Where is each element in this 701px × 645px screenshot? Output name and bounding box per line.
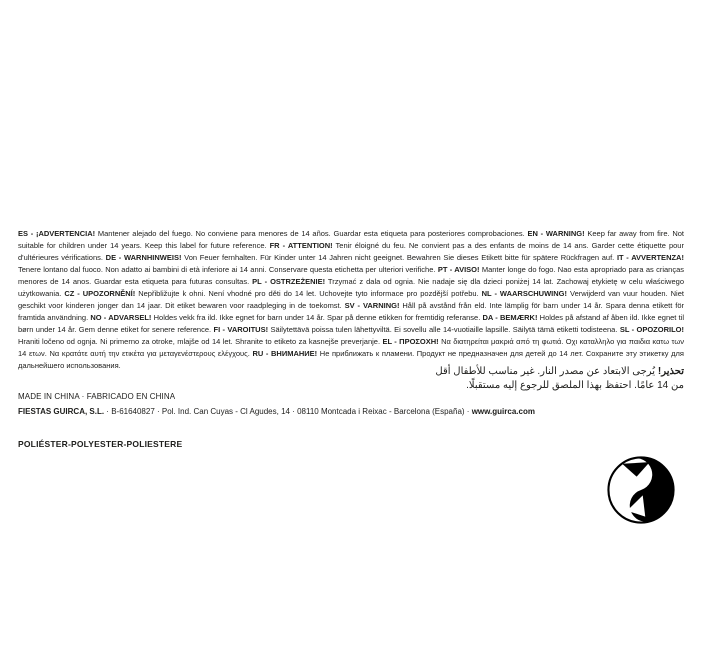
material-composition-line: POLIÉSTER-POLYESTER-POLIESTERE bbox=[18, 438, 183, 449]
warning-lang-label: RU - ВНИМАНИЕ! bbox=[252, 348, 318, 358]
warning-lang-label: ES - ¡ADVERTENCIA! bbox=[18, 228, 96, 238]
manufacturer-address: · B-61640827 · Pol. Ind. Can Cuyas - Cl Agudes, 14 · 08110 Montcada i Reixac - Barcelona (España) · bbox=[104, 407, 472, 416]
warning-lang-label: PL - OSTRZEŻENIE! bbox=[252, 276, 326, 286]
warning-lang-label: DE - WARNHINWEIS! bbox=[105, 252, 182, 262]
manufacturer-line bbox=[18, 407, 535, 417]
warning-lang-label: FI - VAROITUS! bbox=[213, 324, 269, 334]
warning-lang-label: SV - VARNING! bbox=[344, 300, 400, 310]
warning-lang-label: NO - ADVARSEL! bbox=[90, 312, 152, 322]
warning-lang-label: DA - BEMÆRK! bbox=[482, 312, 538, 322]
manufacturer-website: www.guirca.com bbox=[471, 407, 535, 416]
made-in-china-line: MADE IN CHINA · FABRICADO EN CHINA bbox=[18, 392, 176, 401]
arabic-warning-label: تحذير! bbox=[657, 366, 684, 377]
multilingual-warning-paragraph: ES - ¡ADVERTENCIA! Mantener alejado del fuego. No conviene para menores de 14 años. Guardar esta etiqueta para posteriores comprobaciones. EN - WARNING! Keep far away from fire. Not suitable for children under 14 years. Keep this label for future reference. FR - ATTENTION! Tenir éloigné du feu. Ne convient pas a des enfants de moins de 14 ans. Garder cette étiquette pour d'ultérieures vérifications. DE - WARNHINWEIS! Von Feuer fernhalten. Für Kinder unter 14 Jahren nicht geeignet. Bewahren Sie dieses Etikett bitte für spätere Rückfragen auf. IT - AVVERTENZA! Tenere lontano dal fuoco. Non adatto ai bambini di età inferiore ai 14 anni. Conservare questa etichetta per ulteriori verifiche. PT - AVISO! Manter longe do fogo. Nao esta apropriado para as crianças menores de 14 anos. Guardar esta etiqueta para futuras consultas. PL - OSTRZEŻENIE! Trzymać z dala od ognia. Nie nadaje się dla dzieci poniżej 14 lat. Zachowaj etykietę w celu właściwego użytkowania. CZ - UPOZORNĚNÍ! Nepřibližujte k ohni. Není vhodné pro děti do 14 let. Uchovejte tyto informace pro pozdější potřebu. NL - WAARSCHUWING! Verwijderd van vuur houden. Niet geschikt voor kinderen jonger dan 14 jaar. Dit etiket bewaren voor raadpleging in de toekomst. SV - VARNING! Håll på avstånd från eld. Inte lämplig för barn under 14 år. Spara denna etikett för framtida användning. NO - ADVARSEL! Holdes vekk fra ild. Ikke egnet for barn under 14 år. Spar på denne etikken for fremtidig referanse. DA - BEMÆRK! Holdes på afstand af åben ild. Ikke egnet til børn under 14 år. Gem denne etiket for senere reference. FI - VAROITUS! Säilytettävä poissa tulen lähettyviltä. Ei sovellu alle 14-vuotiaille lapsille. Säilytä tämä etiketti todisteena. SL - OPOZORILO! Hraniti ločeno od ognja. Ni primerno za otroke, mlajše od 14 let. Shranite to etiketo za kasnejše preverjanje. EL - ΠΡΟΣΟΧΗ! Να διατηρείται μακριά από τη φωτιά. Οχι καταλληλο για παιδια κατω των 14 ετων. Να κρατάτε αυτή την ετικέτα για μεταγενέστερους ελέγχους. RU - ВНИМАНИЕ! Не приближать к пламени. Продукт не предназначен для детей до 14 лет. Сохраните эту этикетку для дальнейшего использования. bbox=[18, 228, 685, 370]
warning-lang-label: NL - WAARSCHUWING! bbox=[481, 288, 568, 298]
green-dot-recycling-icon bbox=[606, 455, 676, 525]
warning-lang-label: EN - WARNING! bbox=[527, 228, 585, 238]
warning-lang-label: IT - AVVERTENZA! bbox=[616, 252, 684, 262]
warning-lang-label: SL - OPOZORILO! bbox=[619, 324, 684, 334]
arabic-warning-line1: يُرجى الابتعاد عن مصدر النار. غير مناسب للأطفال أقل bbox=[435, 366, 658, 377]
arabic-warning-line2: من 14 عامًا. احتفظ بهذا الملصق للرجوع إليه مستقبلًا. bbox=[466, 380, 684, 391]
warning-lang-label: FR - ATTENTION! bbox=[269, 240, 333, 250]
arabic-warning-text bbox=[435, 365, 684, 393]
manufacturer-name: FIESTAS GUIRCA, S.L. bbox=[18, 407, 105, 416]
warning-lang-label: EL - ΠΡΟΣΟΧΗ! bbox=[382, 336, 439, 346]
warning-lang-label: PT - AVISO! bbox=[437, 264, 480, 274]
warning-lang-label: CZ - UPOZORNĚNÍ! bbox=[64, 288, 136, 298]
